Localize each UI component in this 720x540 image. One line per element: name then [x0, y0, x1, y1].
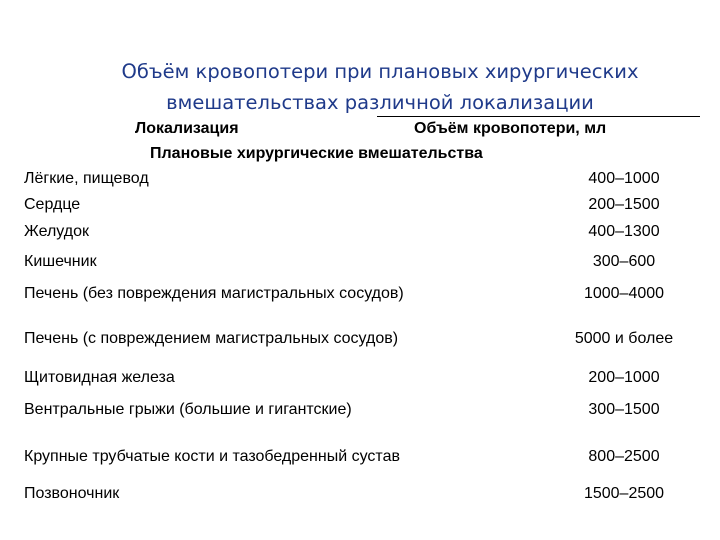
row-value: 1500–2500: [583, 485, 665, 502]
page-title: [60, 56, 700, 118]
row-value: 400–1300: [588, 223, 660, 240]
row-label: Печень (с повреждением магистральных сосудов): [24, 330, 399, 347]
row-value: 5000 и более: [574, 330, 674, 347]
row-label: Кишечник: [24, 253, 97, 270]
column-header-location: Локализация: [135, 120, 239, 137]
row-label: Желудок: [24, 223, 89, 240]
row-value: 300–600: [592, 253, 656, 270]
row-label: Печень (без повреждения магистральных сосудов): [24, 285, 404, 302]
row-label: Лёгкие, пищевод: [24, 170, 149, 187]
row-label: Щитовидная железа: [24, 369, 175, 386]
row-label: Вентральные грыжи (большие и гигантские): [24, 401, 352, 418]
table-subheader: Плановые хирургические вмешательства: [150, 145, 483, 162]
row-value: 200–1500: [588, 196, 660, 213]
row-label: Крупные трубчатые кости и тазобедренный сустав: [24, 448, 400, 465]
row-value: 1000–4000: [583, 285, 665, 302]
title-line-1: Объём кровопотери при плановых хирургических: [121, 60, 639, 83]
row-value: 800–2500: [588, 448, 660, 465]
row-label: Позвоночник: [24, 485, 120, 502]
row-value: 300–1500: [588, 401, 660, 418]
row-value: 400–1000: [588, 170, 660, 187]
title-divider: [377, 116, 700, 117]
title-line-2: вмешательствах различной локализации: [166, 91, 594, 114]
row-value: 200–1000: [588, 369, 660, 386]
row-label: Сердце: [24, 196, 81, 213]
column-header-volume: Объём кровопотери, мл: [414, 120, 607, 137]
